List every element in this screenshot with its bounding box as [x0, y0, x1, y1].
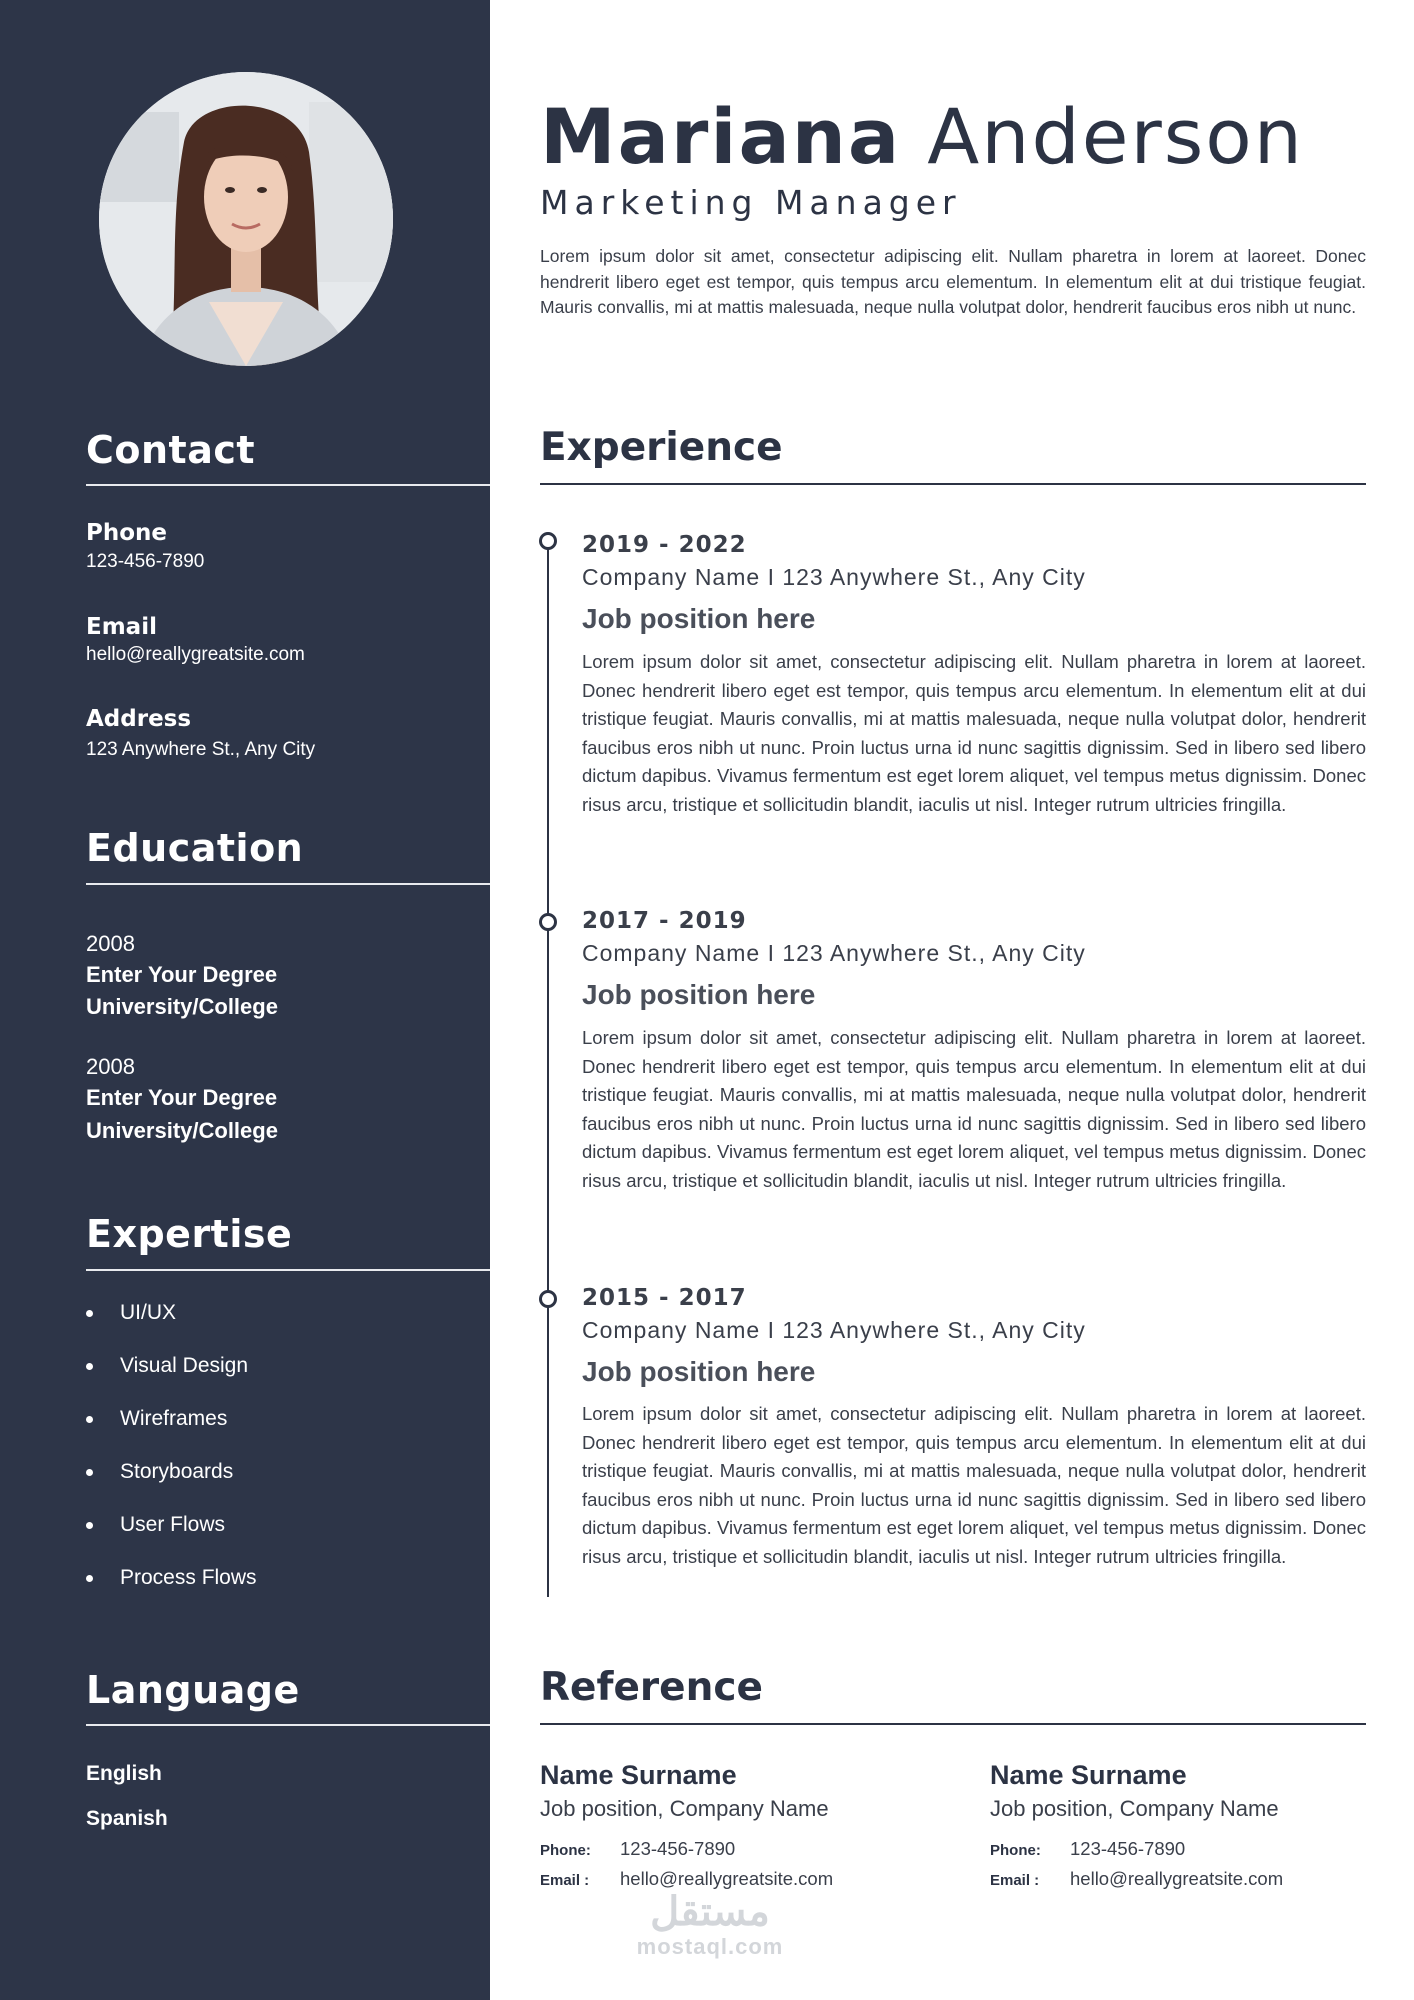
- expertise-item: User Flows: [86, 1512, 466, 1565]
- experience-description: Lorem ipsum dolor sit amet, consectetur adipiscing elit. Nullam pharetra in lorem at laoreet. Donec hendrerit libero eget est tempor, quis tempus arcu elementum. In elementum elit at dui tristique feugiat. Mauris convallis, mi at mattis malesuada, neque nulla volutpat dolor, hendrerit faucibus eros nibh ut nunc. Proin luctus urna id nunc sagittis dignissim. Sed in libero sed libero dictum dapibus. Vivamus fermentum est eget lorem aliquet, vel tempus metus dignissim. Donec risus arcu, tristique et sollicitudin blandit, iaculis ut nisl. Integer rutrum ultricies fringilla.: [582, 1403, 1366, 1567]
- address-value: 123 Anywhere St., Any City: [86, 739, 316, 760]
- reference-email: hello@reallygreatsite.com: [1070, 1868, 1284, 1889]
- education-school: University/College: [86, 1118, 278, 1143]
- expertise-list: [86, 1300, 466, 1618]
- reference-email-label: Email :: [540, 1872, 590, 1889]
- reference-email-label: Email :: [990, 1872, 1040, 1889]
- experience-position: Job position here: [582, 603, 816, 634]
- last-name: Anderson: [927, 92, 1304, 181]
- education-divider: [86, 883, 490, 885]
- email-label: Email: [86, 614, 157, 640]
- profile-photo: [99, 72, 393, 366]
- bullet-icon: [86, 1416, 93, 1423]
- expertise-heading: Expertise: [86, 1212, 293, 1256]
- reference-name: Name Surname: [990, 1760, 1187, 1790]
- reference-phone: 123-456-7890: [620, 1838, 736, 1859]
- experience-description: Lorem ipsum dolor sit amet, consectetur adipiscing elit. Nullam pharetra in lorem at laoreet. Donec hendrerit libero eget est tempor, quis tempus arcu elementum. In elementum elit at dui tristique feugiat. Mauris convallis, mi at mattis malesuada, neque nulla volutpat dolor, hendrerit faucibus eros nibh ut nunc. Proin luctus urna id nunc sagittis dignissim. Sed in libero sed libero dictum dapibus. Vivamus fermentum est eget lorem aliquet, vel tempus metus dignissim. Donec risus arcu, tristique et sollicitudin blandit, iaculis ut nisl. Integer rutrum ultricies fringilla.: [582, 651, 1366, 815]
- contact-heading: Contact: [86, 428, 256, 472]
- reference-phone: 123-456-7890: [1070, 1838, 1186, 1859]
- language-item: English: [86, 1762, 162, 1785]
- expertise-item: Process Flows: [86, 1565, 466, 1618]
- experience-years: 2017 - 2019: [582, 908, 747, 934]
- experience-divider: [540, 483, 1366, 485]
- education-degree: Enter Your Degree: [86, 962, 278, 987]
- language-heading: Language: [86, 1668, 300, 1712]
- bullet-icon: [86, 1363, 93, 1370]
- contact-divider: [86, 484, 490, 486]
- education-year: 2008: [86, 1054, 135, 1079]
- education-school: University/College: [86, 994, 278, 1019]
- reference-email-row: [990, 1868, 1380, 1898]
- education-heading: Education: [86, 826, 304, 870]
- watermark-latin: mostaql.com: [636, 1934, 784, 1959]
- experience-position: Job position here: [582, 979, 816, 1010]
- reference-phone-row: [540, 1838, 930, 1868]
- experience-company: Company Name I 123 Anywhere St., Any City: [582, 1317, 1086, 1343]
- email-value: hello@reallygreatsite.com: [86, 644, 305, 665]
- expertise-item: Visual Design: [86, 1353, 466, 1406]
- expertise-divider: [86, 1269, 490, 1271]
- reference-position: Job position, Company Name: [990, 1796, 1279, 1821]
- reference-heading: Reference: [540, 1665, 763, 1710]
- bullet-icon: [86, 1522, 93, 1529]
- reference-email: hello@reallygreatsite.com: [620, 1868, 834, 1889]
- timeline-dot-icon: [539, 1290, 557, 1308]
- reference-position: Job position, Company Name: [540, 1796, 829, 1821]
- reference-phone-row: [990, 1838, 1380, 1868]
- bullet-icon: [86, 1469, 93, 1476]
- job-title: Marketing Manager: [540, 183, 962, 222]
- expertise-item: UI/UX: [86, 1300, 466, 1353]
- education-degree: Enter Your Degree: [86, 1085, 278, 1110]
- phone-label: Phone: [86, 520, 168, 546]
- expertise-item: Storyboards: [86, 1459, 466, 1512]
- reference-divider: [540, 1723, 1366, 1725]
- experience-years: 2019 - 2022: [582, 532, 747, 558]
- timeline-dot-icon: [539, 532, 557, 550]
- experience-heading: Experience: [540, 425, 783, 470]
- experience-company: Company Name I 123 Anywhere St., Any City: [582, 940, 1086, 966]
- phone-value: 123-456-7890: [86, 551, 205, 572]
- person-name: [540, 92, 1304, 181]
- profile-summary: Lorem ipsum dolor sit amet, consectetur adipiscing elit. Nullam pharetra in lorem at laoreet. Donec hendrerit libero eget est tempor, quis tempus arcu elementum. In elementum elit at dui tristique feugiat. Mauris convallis, mi at mattis malesuada, neque nulla volutpat dolor, hendrerit faucibus eros nibh ut nunc.: [540, 246, 1366, 317]
- experience-position: Job position here: [582, 1356, 816, 1387]
- sidebar: [0, 0, 490, 2000]
- reference-name: Name Surname: [540, 1760, 737, 1790]
- watermark-arabic: مستقل: [650, 1890, 770, 1934]
- experience-description: Lorem ipsum dolor sit amet, consectetur adipiscing elit. Nullam pharetra in lorem at laoreet. Donec hendrerit libero eget est tempor, quis tempus arcu elementum. In elementum elit at dui tristique feugiat. Mauris convallis, mi at mattis malesuada, neque nulla volutpat dolor, hendrerit faucibus eros nibh ut nunc. Proin luctus urna id nunc sagittis dignissim. Sed in libero sed libero dictum dapibus. Vivamus fermentum est eget lorem aliquet, vel tempus metus dignissim. Donec risus arcu, tristique et sollicitudin blandit, iaculis ut nisl. Integer rutrum ultricies fringilla.: [582, 1027, 1366, 1191]
- timeline-dot-icon: [539, 913, 557, 931]
- expertise-item: Wireframes: [86, 1406, 466, 1459]
- bullet-icon: [86, 1310, 93, 1317]
- address-label: Address: [86, 706, 192, 732]
- experience-company: Company Name I 123 Anywhere St., Any City: [582, 564, 1086, 590]
- language-item: Spanish: [86, 1807, 168, 1830]
- watermark: [620, 1890, 800, 1960]
- first-name: Mariana: [540, 92, 902, 181]
- experience-years: 2015 - 2017: [582, 1285, 747, 1311]
- reference-phone-label: Phone:: [990, 1842, 1041, 1859]
- bullet-icon: [86, 1575, 93, 1582]
- timeline-line: [547, 542, 549, 1597]
- profile-photo-image: [99, 72, 393, 366]
- reference-card: [540, 1760, 930, 1898]
- education-year: 2008: [86, 931, 135, 956]
- language-divider: [86, 1724, 490, 1726]
- reference-phone-label: Phone:: [540, 1842, 591, 1859]
- reference-card: [990, 1760, 1380, 1898]
